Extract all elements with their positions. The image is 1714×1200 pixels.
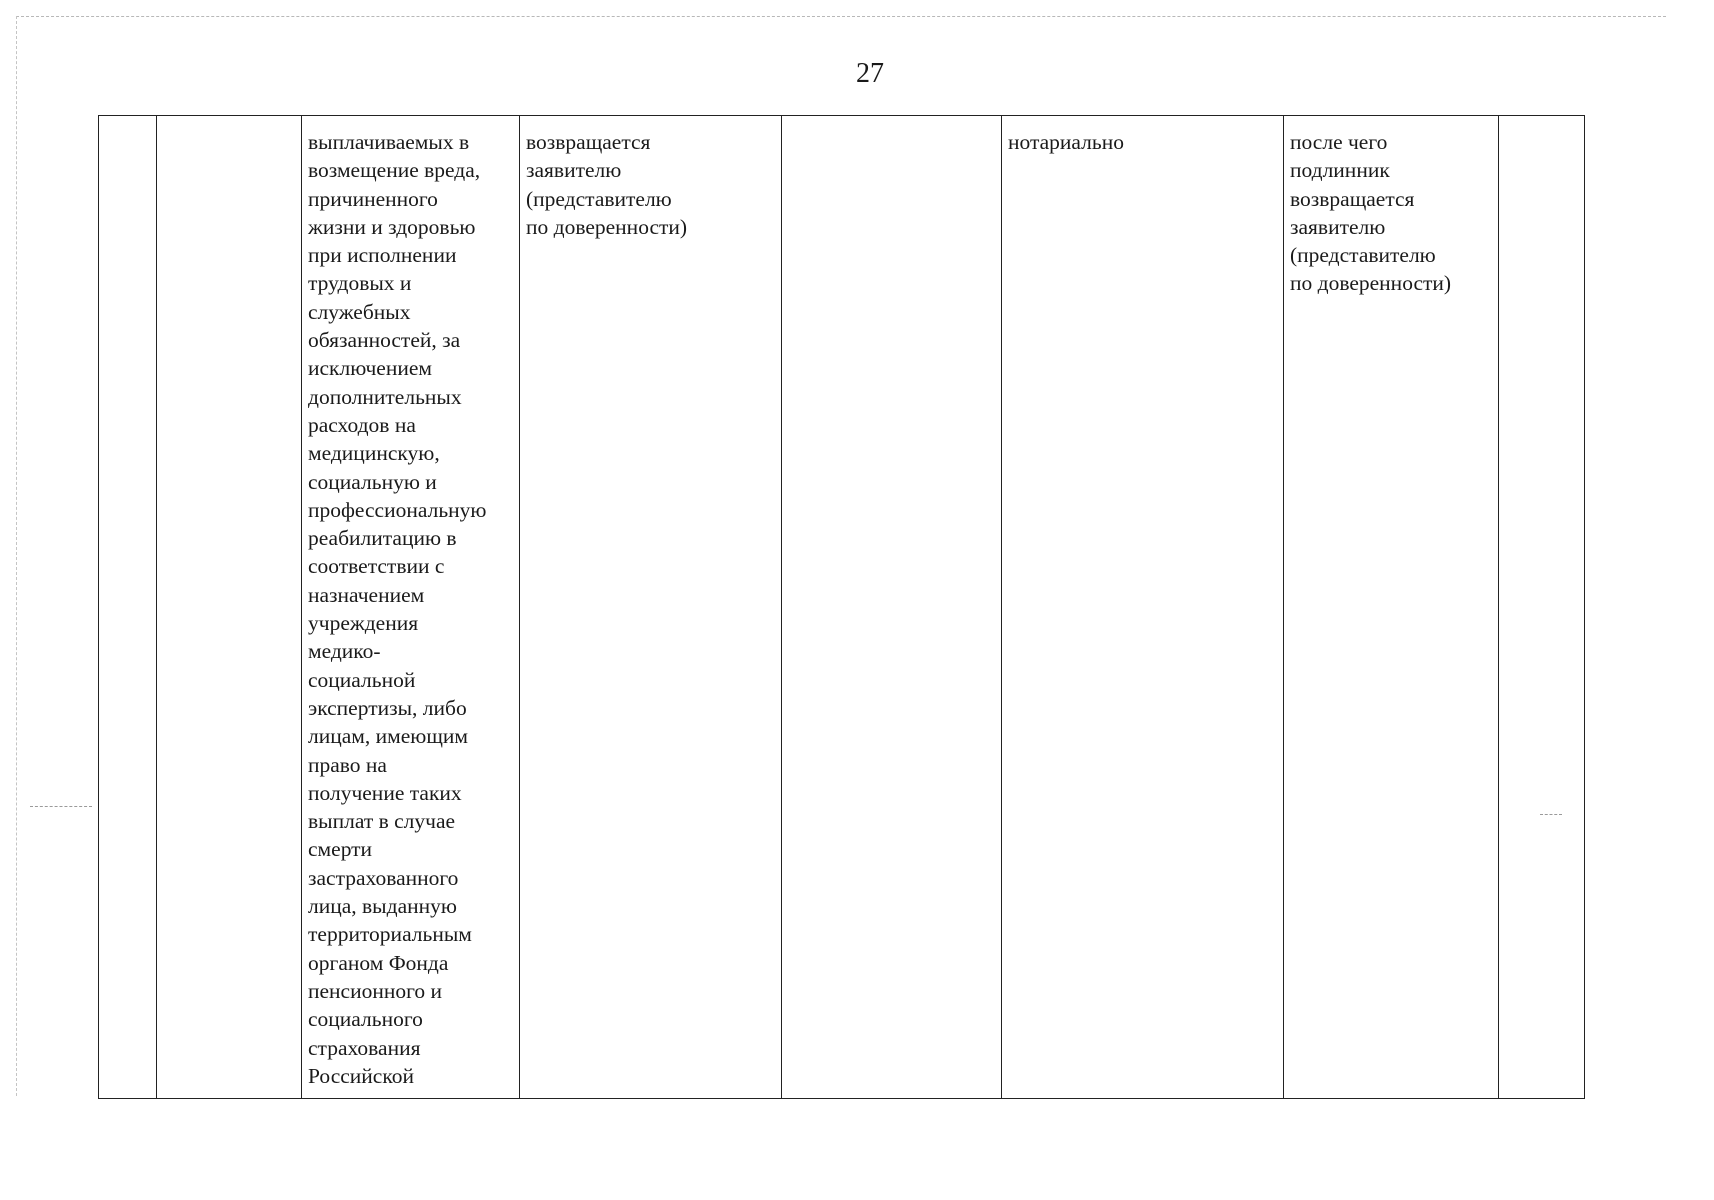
table-cell-return-note xyxy=(520,116,782,1099)
table-cell-col1 xyxy=(99,116,157,1099)
table-row xyxy=(99,116,1585,1099)
table-cell-col8 xyxy=(1499,116,1585,1099)
table-cell-document-description xyxy=(302,116,520,1099)
certification-text: нотариально xyxy=(1008,130,1124,154)
table-cell-certification xyxy=(1002,116,1284,1099)
scan-mark-left xyxy=(30,806,92,807)
table-cell-col2 xyxy=(157,116,302,1099)
scan-border-left xyxy=(16,16,17,1096)
scan-border-top xyxy=(16,16,1666,17)
return-note-text: возвращается заявителю (представителю по доверенности) xyxy=(526,130,688,239)
document-table xyxy=(98,115,1585,1099)
original-return-text: после чего подлинник возвращается заявителю (представителю по доверенности) xyxy=(1290,130,1452,296)
page-number: 27 xyxy=(856,58,884,89)
table-cell-original-return xyxy=(1284,116,1499,1099)
document-description-text: выплачиваемых в возмещение вреда, причиненного жизни и здоровью при исполнении трудовых и служебных обязанностей, за исключением дополнительных расходов на медицинскую, социальную и профессиональную реабилитацию в соответствии с назначением учреждения медико- социальной экспертизы, либо лицам, имеющим право на получение таких выплат в случае смерти застрахованного лица, выданную территориальным органом Фонда пенсионного и социального страхования Российской xyxy=(308,130,487,1088)
table-cell-col5 xyxy=(782,116,1002,1099)
